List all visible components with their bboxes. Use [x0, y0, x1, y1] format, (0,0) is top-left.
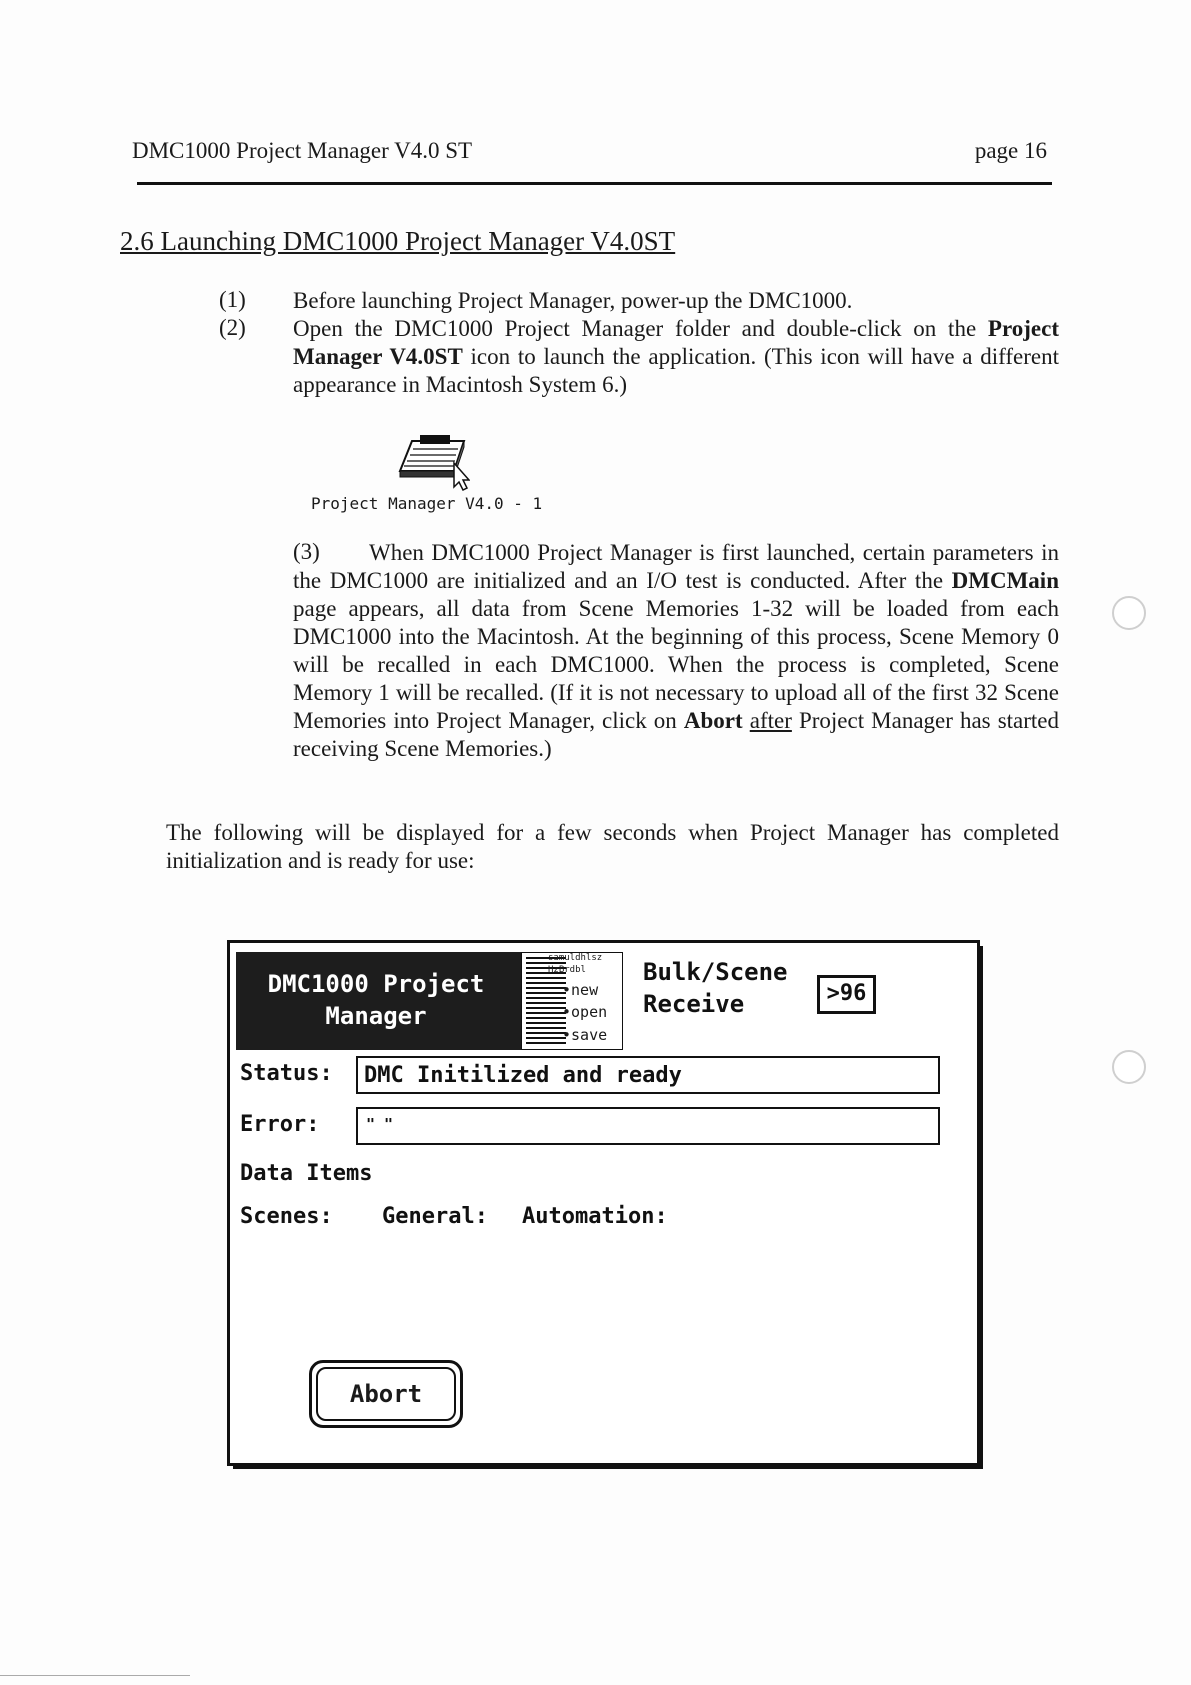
header-title: DMC1000 Project Manager V4.0 ST: [132, 138, 473, 163]
menu-save[interactable]: •save: [562, 1026, 608, 1044]
app-logo: [236, 952, 623, 1050]
punch-hole: [1112, 596, 1146, 630]
menu-header: samuldhlsz: [548, 953, 603, 963]
error-label: Error:: [240, 1112, 320, 1137]
header-rule: [137, 182, 1052, 185]
step-1-text: Before launching Project Manager, power-up the DMC1000.: [293, 288, 853, 313]
file-menu-panel: [521, 952, 623, 1050]
following-paragraph: The following will be displayed for a few seconds when Project Manager has completed initialization and is ready for use:: [166, 820, 1059, 873]
abort-label: Abort: [316, 1367, 456, 1421]
step-2-text: Open the DMC1000 Project Manager folder and double-click on the Project Manager V4.0ST icon to launch the application. (This icon will have a different appearance in Macintosh System 6.): [293, 316, 1059, 397]
step-1-number: (1): [219, 287, 246, 312]
step-3-text: When DMC1000 Project Manager is first launched, certain parameters in the DMC1000 are initialized and an I/O test is conducted. After the DMCMain page appears, all data from Scene Memories 1-32 will be loaded from each DMC1000 into the Macintosh. At the beginning of this process, Scene Memory 0 will be recalled in each DMC1000. When the process is completed, Scene Memory 1 will be recalled. (If it is not necessary to upload all of the first 32 Scene Memories into Project Manager, click on Abort after Project Manager has started receiving Scene Memories.): [293, 540, 1060, 761]
scenes-label: Scenes:: [240, 1204, 333, 1229]
status-field: DMC Initilized and ready: [356, 1056, 940, 1094]
section-title: 2.6 Launching DMC1000 Project Manager V4.0ST: [120, 226, 676, 256]
icon-label: Project Manager V4.0 - 1: [311, 494, 543, 513]
data-items-label: Data Items: [240, 1161, 373, 1186]
menu-new[interactable]: •new: [562, 981, 599, 999]
menu-header2: HzBrdbl: [548, 965, 586, 975]
status-label: Status:: [240, 1061, 333, 1086]
footer-rule: [0, 1675, 190, 1676]
page-number: page 16: [974, 138, 1047, 163]
step-3-number: (3): [293, 539, 320, 564]
punch-hole: [1112, 1050, 1146, 1084]
project-manager-icon[interactable]: [398, 433, 470, 491]
automation-label: Automation:: [522, 1204, 668, 1229]
menu-open[interactable]: •open: [562, 1003, 608, 1021]
abort-button[interactable]: [309, 1360, 463, 1428]
logo-title-line1: DMC1000 Project: [267, 970, 485, 998]
logo-title-line2: Manager: [325, 1002, 427, 1030]
step-2-number: (2): [219, 315, 246, 340]
count-button[interactable]: >96: [817, 975, 876, 1014]
error-field: " ": [356, 1107, 940, 1145]
general-label: General:: [382, 1204, 488, 1229]
mode-label: Bulk/Scene Receive: [643, 958, 788, 1018]
